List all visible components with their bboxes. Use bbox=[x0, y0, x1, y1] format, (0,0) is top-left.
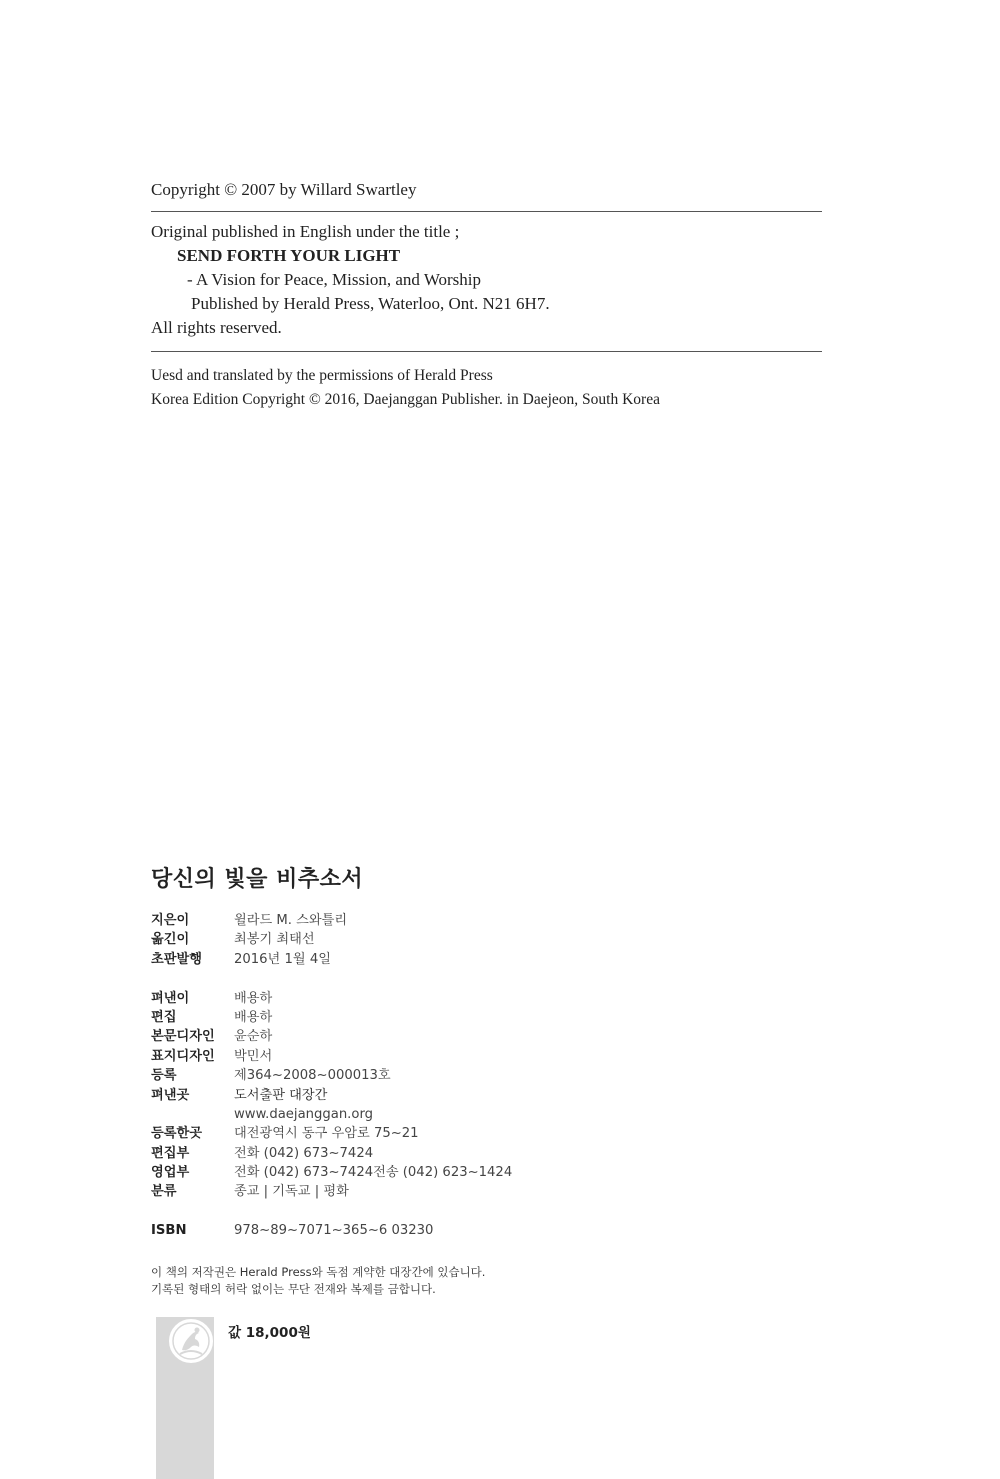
credit-label: 펴낸곳 bbox=[151, 1087, 190, 1103]
credit-row bbox=[151, 1105, 512, 1124]
credit-label: 분류 bbox=[151, 1184, 177, 1200]
credit-value: 대전광역시 동구 우암로 75~21 bbox=[234, 1126, 419, 1142]
korea-edition-copyright: Korea Edition Copyright © 2016, Daejanggan Publisher. in Daejeon, South Korea bbox=[151, 391, 660, 408]
credit-row bbox=[151, 989, 512, 1008]
korean-book-title: 당신의 빛을 비추소서 bbox=[151, 867, 364, 892]
credit-value: 윌라드 M. 스와틀리 bbox=[234, 913, 348, 928]
isbn-row bbox=[151, 1223, 433, 1238]
credit-value: 박민서 bbox=[234, 1048, 273, 1064]
isbn-value: 978~89~7071~365~6 03230 bbox=[234, 1223, 434, 1238]
publisher-emblem-icon bbox=[168, 1318, 214, 1364]
credit-value: 도서출판 대장간 bbox=[234, 1087, 328, 1103]
permission-line: Uesd and translated by the permissions of Herald Press bbox=[151, 367, 493, 384]
credit-row bbox=[151, 930, 512, 949]
credit-label bbox=[151, 1105, 234, 1124]
credit-label: 등록한곳 bbox=[151, 1126, 202, 1142]
korean-edition-block bbox=[151, 364, 660, 412]
credit-row bbox=[151, 1086, 512, 1105]
credit-label: 본문디자인 bbox=[151, 1029, 215, 1045]
price-label: 값 18,000원 bbox=[228, 1325, 311, 1341]
original-edition-block bbox=[151, 220, 550, 340]
copyright-line: Copyright © 2007 by Willard Swartley bbox=[151, 180, 417, 199]
credit-label: 표지디자인 bbox=[151, 1048, 215, 1064]
credit-row bbox=[151, 1144, 512, 1163]
credit-value: 종교 | 기독교 | 평화 bbox=[234, 1184, 349, 1200]
divider-bottom bbox=[151, 351, 822, 352]
credit-label: 편집 bbox=[151, 1009, 177, 1025]
rights-reserved: All rights reserved. bbox=[151, 318, 282, 337]
credit-value: 전화 (042) 673~7424전송 (042) 623~1424 bbox=[234, 1165, 513, 1181]
credit-value: 배용하 bbox=[234, 1009, 273, 1025]
credit-row bbox=[151, 1047, 512, 1066]
credit-value: 배용하 bbox=[234, 990, 273, 1006]
website-link[interactable]: www.daejanggan.org bbox=[234, 1106, 374, 1122]
credit-row bbox=[151, 911, 512, 930]
credit-row bbox=[151, 1008, 512, 1027]
original-title: SEND FORTH YOUR LIGHT bbox=[177, 246, 401, 265]
credit-label: 영업부 bbox=[151, 1165, 190, 1181]
credit-value: 윤순하 bbox=[234, 1029, 273, 1045]
credit-value: 전화 (042) 673~7424 bbox=[234, 1145, 374, 1161]
original-intro: Original published in English under the title ; bbox=[151, 222, 460, 241]
original-publisher: Published by Herald Press, Waterloo, Ont. N21 6H7. bbox=[191, 294, 550, 313]
divider-top bbox=[151, 211, 822, 212]
credit-row bbox=[151, 1124, 512, 1143]
credit-value: 2016년 1월 4일 bbox=[234, 951, 331, 967]
credit-value: 최봉기 최태선 bbox=[234, 932, 315, 948]
credit-label: 초판발행 bbox=[151, 951, 202, 967]
credit-row bbox=[151, 1163, 512, 1182]
credit-row bbox=[151, 1066, 512, 1085]
copyright-notice bbox=[151, 1264, 485, 1298]
notice-line: 이 책의 저작권은 Herald Press와 독점 계약한 대장간에 있습니다. bbox=[151, 1265, 486, 1279]
credit-row bbox=[151, 950, 512, 969]
credit-row bbox=[151, 1027, 512, 1046]
original-subtitle: - A Vision for Peace, Mission, and Worship bbox=[187, 270, 481, 289]
credit-row bbox=[151, 1182, 512, 1201]
notice-line: 기록된 형태의 허락 없이는 무단 전재와 복제를 금합니다. bbox=[151, 1282, 436, 1296]
credit-label: 등록 bbox=[151, 1068, 177, 1084]
isbn-label: ISBN bbox=[151, 1223, 187, 1238]
credit-label: 옮긴이 bbox=[151, 932, 190, 948]
credit-label: 펴낸이 bbox=[151, 990, 190, 1006]
credits-block bbox=[151, 911, 512, 1202]
credit-label: 지은이 bbox=[151, 913, 190, 928]
credit-label: 편집부 bbox=[151, 1145, 190, 1161]
credit-value: 제364~2008~000013호 bbox=[234, 1068, 391, 1084]
